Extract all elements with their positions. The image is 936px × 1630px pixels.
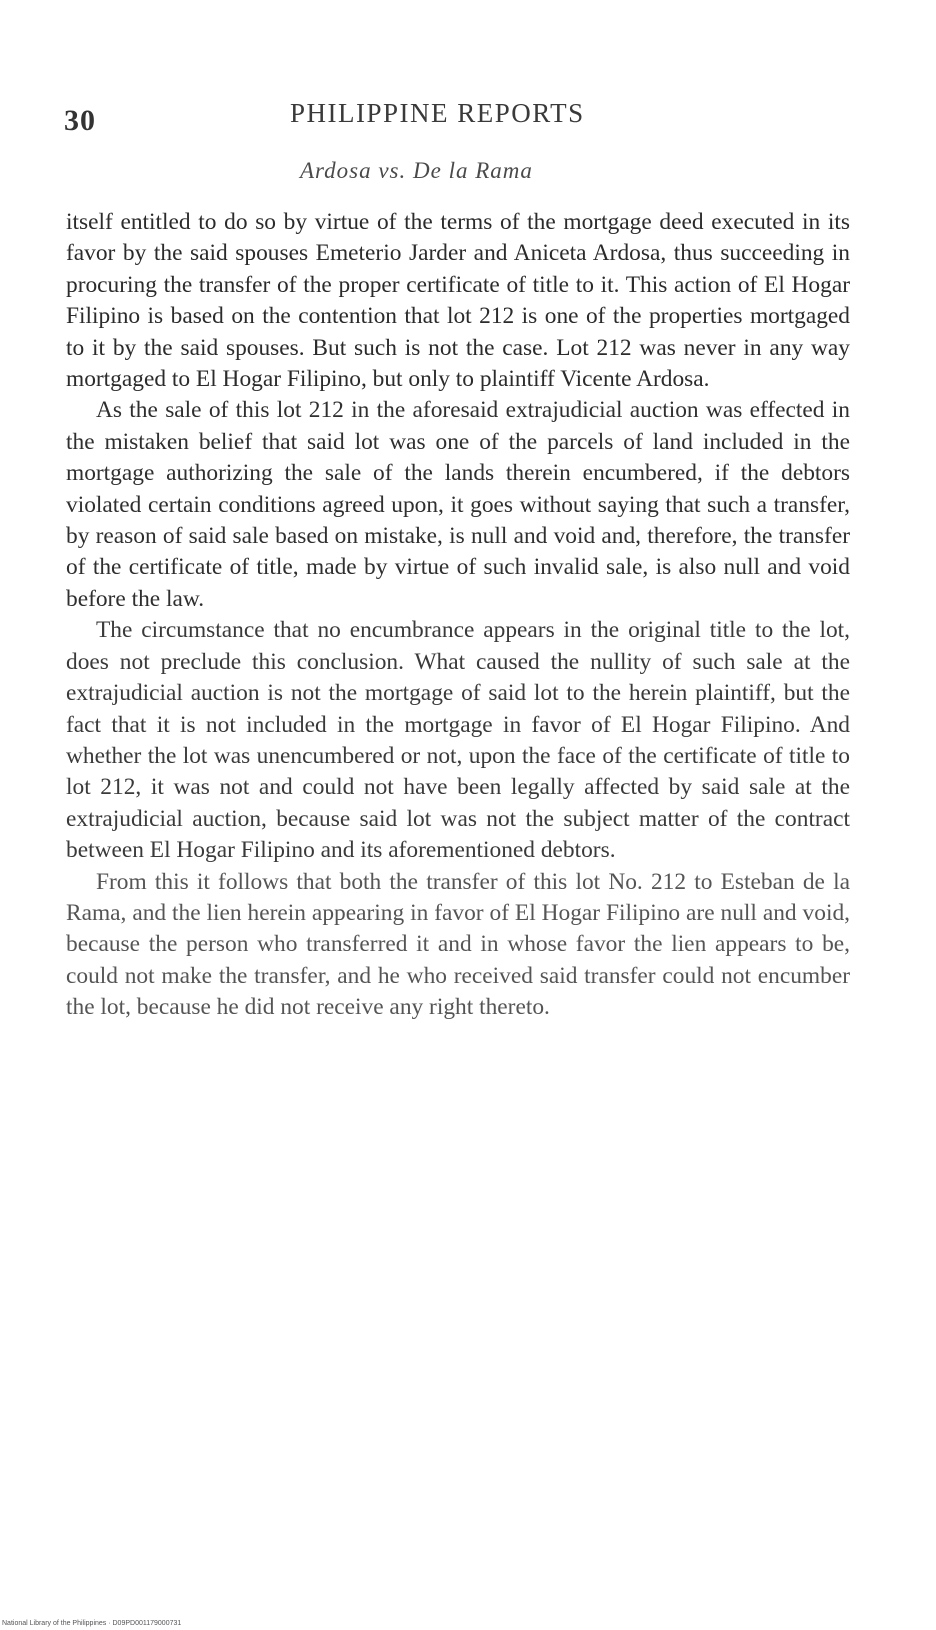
paragraph-1: itself entitled to do so by virtue of the terms of the mortgage deed executed in its favor by the said spouses Emeterio Jarder and Aniceta Ardosa, thus succeeding in procuring the transfer of the proper certificate of title to it. This action of El Hogar Filipino is based on the contention that lot 212 is one of the properties mortgaged to it by the said spouses. But such is not the case. Lot 212 was never in any way mortgaged to El Hogar Filipino, but only to plaintiff Vicente Ardosa. [66, 209, 850, 393]
paragraph-2: As the sale of this lot 212 in the aforesaid extrajudicial auction was effected in the mistaken belief that said lot was one of the parcels of land included in the mortgage authorizing the sale of the lands therein encumbered, if the debtors violated certain conditions agreed upon, it goes without saying that such a transfer, by reason of said sale based on mistake, is null and void and, therefore, the transfer of the certificate of title, made by virtue of such invalid sale, is also null and void before the law. [66, 397, 850, 612]
body-text [66, 207, 850, 1024]
footer-source-note: National Library of the Philippines · D09PD001179000731 [2, 1620, 182, 1627]
running-title: PHILIPPINE REPORTS [290, 98, 585, 128]
page-number: 30 [64, 104, 96, 137]
paragraph-3: The circumstance that no encumbrance appears in the original title to the lot, does not preclude this conclusion. What caused the nullity of such sale at the extrajudicial auction is not the mortgage of said lot to the herein plaintiff, but the fact that it is not included in the mortgage in favor of El Hogar Filipino. And whether the lot was unencumbered or not, upon the face of the certificate of title to lot 212, it was not and could not have been legally affected by said sale at the extrajudicial auction, because said lot was not the subject matter of the contract between El Hogar Filipino and its aforementioned debtors. [66, 617, 850, 864]
case-title: Ardosa vs. De la Rama [300, 158, 533, 183]
paragraph-4: From this it follows that both the transfer of this lot No. 212 to Esteban de la Rama, and the lien herein appearing in favor of El Hogar Filipino are null and void, because the person who transferred it and in whose favor the lien appears to be, could not make the transfer, and he who received said transfer could not encumber the lot, because he did not receive any right thereto. [66, 868, 850, 1021]
